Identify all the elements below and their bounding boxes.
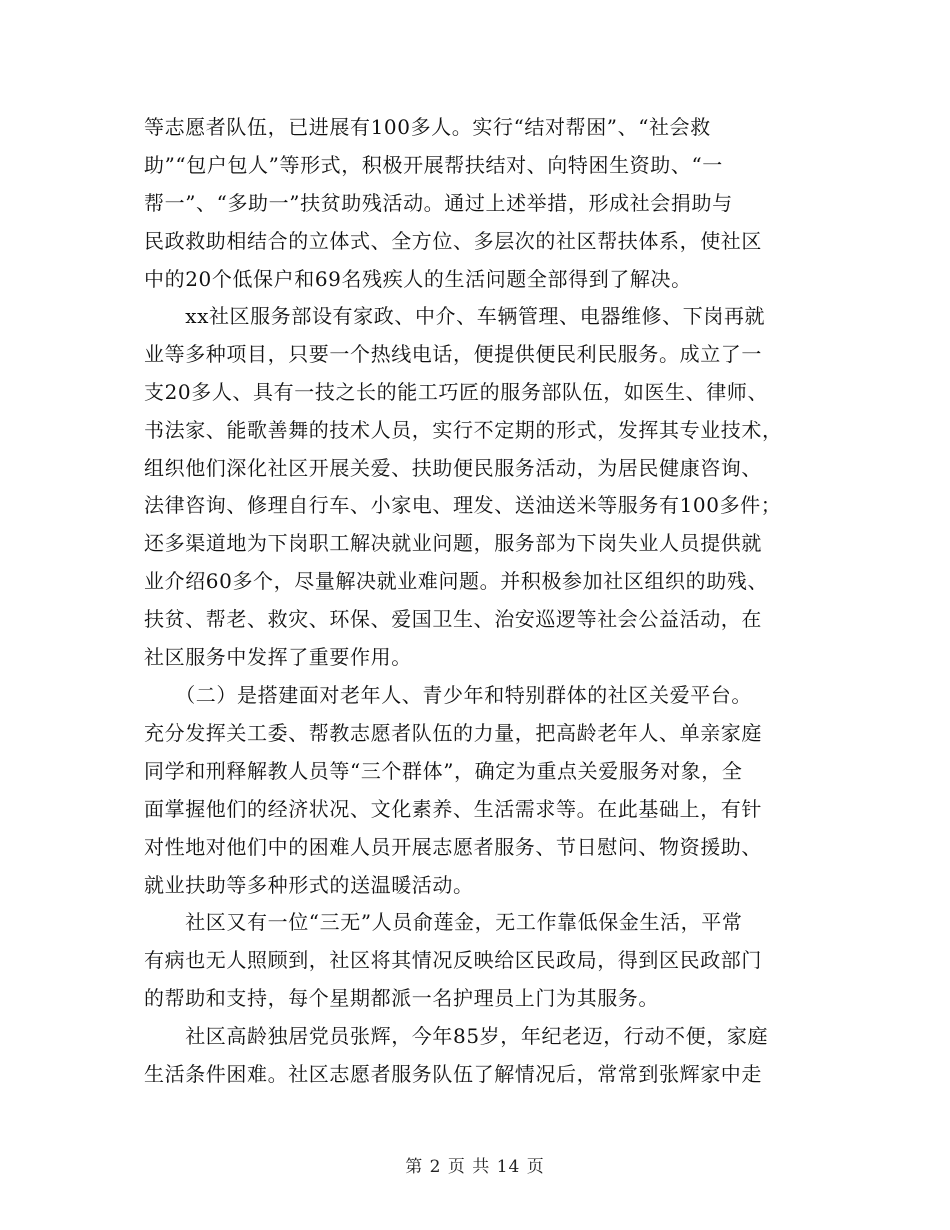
text-line: 生活条件困难。社区志愿者服务队伍了解情况后，常常到张辉家中走	[144, 1062, 762, 1086]
text-line: 业介绍60多个，尽量解决就业难问题。并积极参加社区组织的助残、	[144, 569, 769, 593]
text-line: xx社区服务部设有家政、中介、车辆管理、电器维修、下岗再就	[144, 304, 766, 328]
text-line: 组织他们深化社区开展关爱、扶助便民服务活动，为居民健康咨询、	[144, 456, 762, 480]
text-line: 有病也无人照顾到，社区将其情况反映给区民政局，得到区民政部门	[144, 948, 762, 972]
text-line: （二）是搭建面对老年人、青少年和特别群体的社区关爱平台。	[144, 683, 752, 707]
text-line: 还多渠道地为下岗职工解决就业问题，服务部为下岗失业人员提供就	[144, 531, 762, 555]
text-line: 帮一”、“多助一”扶贫助残活动。通过上述举措，形成社会捐助与	[144, 191, 733, 215]
text-line: 同学和刑释解教人员等“三个群体”，确定为重点关爱服务对象，全	[144, 759, 743, 783]
text-line: 就业扶助等多种形式的送温暖活动。	[144, 873, 474, 897]
text-line: 法律咨询、修理自行车、小家电、理发、送油送米等服务有100多件；	[144, 493, 782, 517]
text-line: 的帮助和支持，每个星期都派一名护理员上门为其服务。	[144, 986, 659, 1010]
text-line: 业等多种项目，只要一个热线电话，便提供便民利民服务。成立了一	[144, 342, 762, 366]
text-line: 社区高龄独居党员张辉，今年85岁，年纪老迈，行动不便，家庭	[144, 1024, 769, 1048]
text-line: 中的20个低保户和69名残疾人的生活问题全部得到了解决。	[144, 267, 692, 291]
text-line: 扶贫、帮老、救灾、环保、爱国卫生、治安巡逻等社会公益活动，在	[144, 607, 762, 631]
text-line: 面掌握他们的经济状况、文化素养、生活需求等。在此基础上，有针	[144, 797, 762, 821]
text-line: 助”“包户包人”等形式，积极开展帮扶结对、向特困生资助、“一	[144, 153, 723, 177]
text-line: 社区服务中发挥了重要作用。	[144, 645, 412, 669]
text-line: 社区又有一位“三无”人员俞莲金，无工作靠低保金生活，平常	[144, 910, 743, 934]
text-line: 等志愿者队伍，已进展有100多人。实行“结对帮困”、“社会救	[144, 115, 711, 139]
text-line: 对性地对他们中的困难人员开展志愿者服务、节日慰问、物资援助、	[144, 835, 762, 859]
text-line: 充分发挥关工委、帮教志愿者队伍的力量，把高龄老年人、单亲家庭	[144, 721, 762, 745]
text-line: 书法家、能歌善舞的技术人员，实行不定期的形式，发挥其专业技术，	[144, 418, 783, 442]
page-number-footer: 第 2 页 共 14 页	[405, 1157, 545, 1177]
text-line: 支20多人、具有一技之长的能工巧匠的服务部队伍，如医生、律师、	[144, 380, 769, 404]
text-line: 民政救助相结合的立体式、全方位、多层次的社区帮扶体系，使社区	[144, 229, 762, 253]
